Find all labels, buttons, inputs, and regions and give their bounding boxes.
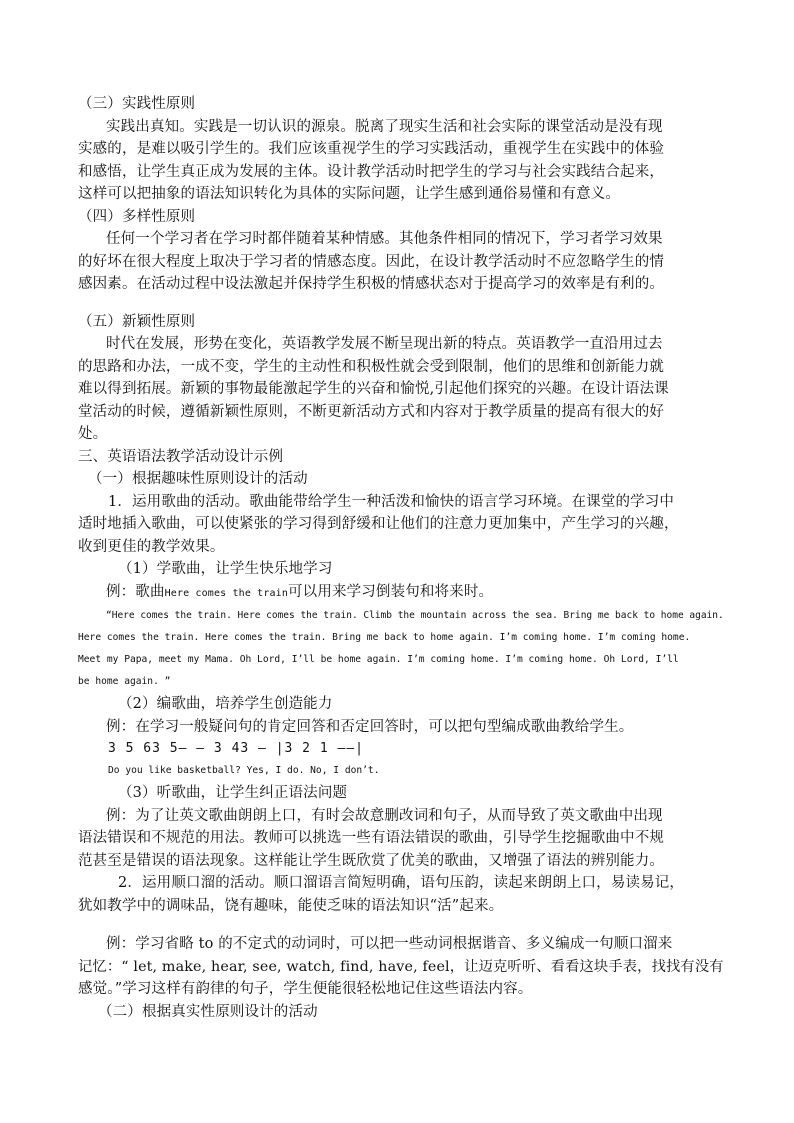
paragraph-line: 语法错误和不规范的用法。教师可以挑选一些有语法错误的歌曲，引导学生挖掘歌曲中不规 <box>78 830 664 846</box>
example-suffix: 可以用来学习倒装句和将来时。 <box>288 583 494 600</box>
paragraph-line: 犹如教学中的调味品，饶有趣味，能使乏味的语法知识“活”起来。 <box>78 897 504 914</box>
paragraph-line: 的思路和办法，一成不变，学生的主动性和积极性就会受到限制，他们的思维和创新能力就 <box>78 358 664 375</box>
lyrics-line: be home again. ” <box>78 676 171 687</box>
paragraph-line: 的好坏在很大程度上取决于学习者的情感态度。因此，在设计教学活动时不应忽略学生的情 <box>78 253 664 270</box>
sub-item-heading: （3）听歌曲，让学生纠正语法问题 <box>118 785 348 801</box>
paragraph-line: 2．运用顺口溜的活动。顺口溜语言简短明确，语句压韵，读起来朗朗上口，易读易记， <box>118 875 685 891</box>
paragraph-line: 实感的，是难以吸引学生的。我们应该重视学生的学习实践活动，重视学生在实践中的体验 <box>78 141 664 157</box>
paragraph-line: 收到更佳的教学效果。 <box>78 538 225 555</box>
paragraph-line: 例：学习省略 to 的不定式的动词时，可以把一些动词根据谐音、多义编成一句顺口溜来 <box>106 936 673 952</box>
paragraph-line: 适时地插入歌曲，可以使紧张的学习得到舒缓和让他们的注意力更加集中，产生学习的兴趣， <box>78 516 679 532</box>
example-line: 例：在学习一般疑问句的肯定回答和否定回答时，可以把句型编成歌曲教给学生。 <box>106 718 634 735</box>
paragraph-line: 范甚至是错误的语法现象。这样能让学生既欣赏了优美的歌曲，又增强了语法的辨别能力。 <box>78 852 664 869</box>
paragraph-line: 记忆：“ let, make, hear, see, watch, find, have, feel，让迈克听听、看看这块手表，找找有没有 <box>78 958 724 975</box>
lyrics-line: “Here comes the train. Here comes the train. Climb the mountain across the sea. Bring me back to home again. <box>106 610 724 621</box>
sub-item-heading: （2）编歌曲，培养学生创造能力 <box>118 696 333 712</box>
section-heading-diversity: （四）多样性原则 <box>78 208 196 225</box>
paragraph-line: 感因素。在活动过程中设法激起并保持学生积极的情感状态对于提高学习的效率是有利的。 <box>78 276 664 292</box>
example-english-sentence: Do you like basketball? Yes, I do. No, I don’t. <box>108 765 380 776</box>
paragraph-line: 实践出真知。实践是一切认识的源泉。脱离了现实生活和社会实际的课堂活动是没有现 <box>106 118 663 135</box>
paragraph-line: 任何一个学习者在学习时都伴随着某种情感。其他条件相同的情况下，学习者学习效果 <box>106 231 663 247</box>
paragraph-line: 堂活动的时候，遵循新颖性原则，不断更新活动方式和内容对于教学质量的提高有很大的好 <box>78 403 664 420</box>
paragraph-line: 难以得到拓展。新颖的事物最能激起学生的兴奋和愉悦,引起他们探究的兴趣。在设计语法课 <box>78 381 669 397</box>
subsection-heading-authenticity: （二）根据真实性原则设计的活动 <box>98 1003 318 1020</box>
example-prefix: 例：歌曲 <box>106 583 165 600</box>
paragraph-line: 处。 <box>78 426 108 442</box>
blank-line <box>78 917 726 933</box>
lyrics-line: Here comes the train. Here comes the train. Bring me back to home again. I’m coming home. I’m coming home. <box>78 632 691 643</box>
paragraph-line: 1．运用歌曲的活动。歌曲能带给学生一种活泼和愉快的语言学习环境。在课堂的学习中 <box>108 493 675 510</box>
lyrics-line: Meet my Papa, meet my Mama. Oh Lord, I’ll be home again. I’m coming home. I’m coming home. Oh Lord, I’ll <box>78 654 679 665</box>
paragraph-line: 和感悟，让学生真正成为发展的主体。设计教学活动时把学生的学习与社会实践结合起来， <box>78 163 664 180</box>
example-line <box>78 581 726 606</box>
blank-line <box>78 296 726 311</box>
document-body <box>78 93 726 1023</box>
section-heading-novelty: （五）新颖性原则 <box>78 313 196 330</box>
paragraph-line: 感觉。”学习这样有韵律的句子，学生便能很轻松地记住这些语法内容。 <box>78 981 533 997</box>
section-heading-practice: （三）实践性原则 <box>78 96 196 112</box>
paragraph-line: 例：为了让英文歌曲朗朗上口，有时会故意删改词和句子，从而导致了英文歌曲中出现 <box>106 807 663 824</box>
paragraph-line: 时代在发展，形势在变化，英语教学发展不断呈现出新的特点。英语教学一直沿用过去 <box>106 336 663 352</box>
music-notation: 3 5 63 5— — 3 43 — |3 2 1 ——| <box>108 741 364 756</box>
song-title: Here comes the train <box>164 587 289 599</box>
subsection-heading-interest: （一）根据趣味性原则设计的活动 <box>88 471 308 487</box>
sub-item-heading: （1）学歌曲，让学生快乐地学习 <box>118 561 333 577</box>
paragraph-line: 这样可以把抽象的语法知识转化为具体的实际问题，让学生感到通俗易懂和有意义。 <box>78 186 621 202</box>
part-heading-examples: 三、英语语法教学活动设计示例 <box>78 448 284 465</box>
